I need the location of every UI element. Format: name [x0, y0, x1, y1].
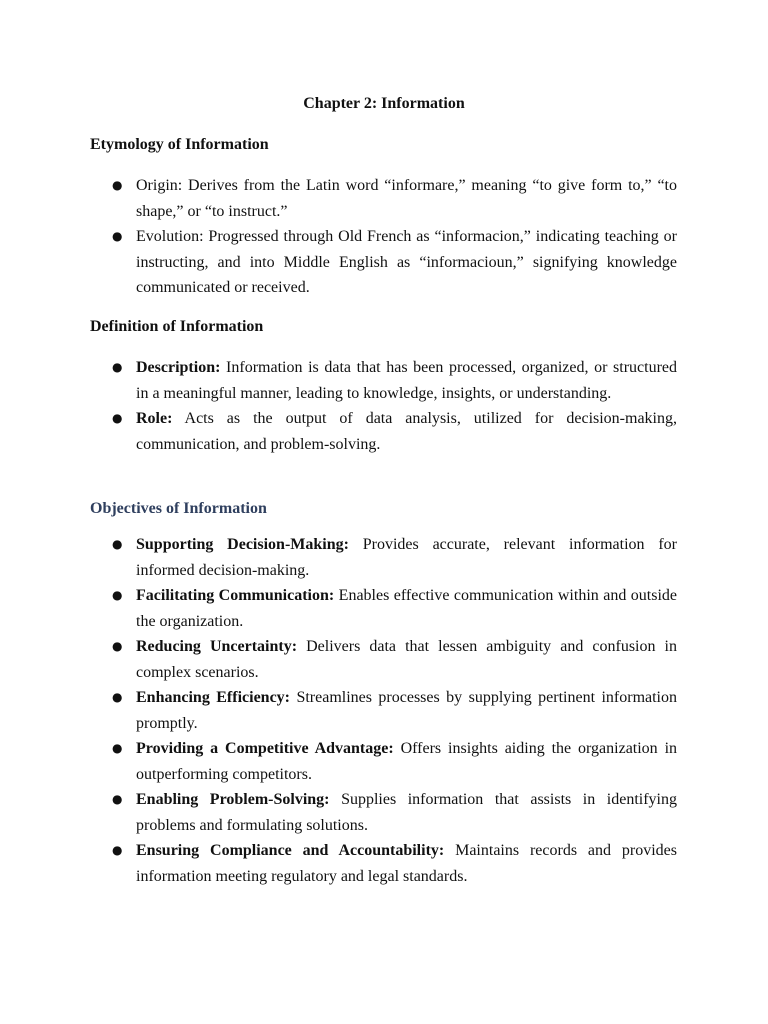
- bullet-icon: ●: [112, 229, 123, 243]
- section-heading-etymology: Etymology of Information: [90, 136, 269, 153]
- section-heading-definition: Definition of Information: [90, 318, 264, 335]
- list-item: ● Description: Information is data that has been processed, organized, or structured in a meaningful manner, leading to knowledge, insights, or understanding.: [0, 355, 768, 406]
- bullet-icon: ●: [112, 639, 123, 653]
- list-item: ● Evolution: Progressed through Old French as “informacion,” indicating teaching or instructing, and into Middle English as “informacioun,” signifying knowledge communicated or received.: [0, 224, 768, 301]
- bullet-icon: ●: [112, 178, 123, 192]
- bullet-icon: ●: [112, 588, 123, 602]
- list-item: ● Supporting Decision-Making: Provides accurate, relevant information for informed decision-making.: [0, 532, 768, 583]
- list-item: ● Ensuring Compliance and Accountability: Maintains records and provides information meeting regulatory and legal standards.: [0, 838, 768, 889]
- bullet-icon: ●: [112, 690, 123, 704]
- list-item: ● Facilitating Communication: Enables effective communication within and outside the organization.: [0, 583, 768, 634]
- list-item: ● Reducing Uncertainty: Delivers data that lessen ambiguity and confusion in complex scenarios.: [0, 634, 768, 685]
- bullet-icon: ●: [112, 411, 123, 425]
- bullet-icon: ●: [112, 741, 123, 755]
- etymology-list: [0, 173, 768, 301]
- list-item: ● Enhancing Efficiency: Streamlines processes by supplying pertinent information promptly.: [0, 685, 768, 736]
- bullet-icon: ●: [112, 537, 123, 551]
- page-title: Chapter 2: Information: [303, 95, 465, 112]
- bullet-icon: ●: [112, 360, 123, 374]
- definition-list: [0, 355, 768, 457]
- bullet-icon: ●: [112, 843, 123, 857]
- bullet-icon: ●: [112, 792, 123, 806]
- section-heading-objectives: Objectives of Information: [90, 500, 267, 517]
- list-item: ● Origin: Derives from the Latin word “informare,” meaning “to give form to,” “to shape,” or “to instruct.”: [0, 173, 768, 224]
- list-item: ● Role: Acts as the output of data analysis, utilized for decision-making, communication, and problem-solving.: [0, 406, 768, 457]
- objectives-list: [0, 532, 768, 889]
- list-item: ● Enabling Problem-Solving: Supplies information that assists in identifying problems and formulating solutions.: [0, 787, 768, 838]
- list-item: ● Providing a Competitive Advantage: Offers insights aiding the organization in outperforming competitors.: [0, 736, 768, 787]
